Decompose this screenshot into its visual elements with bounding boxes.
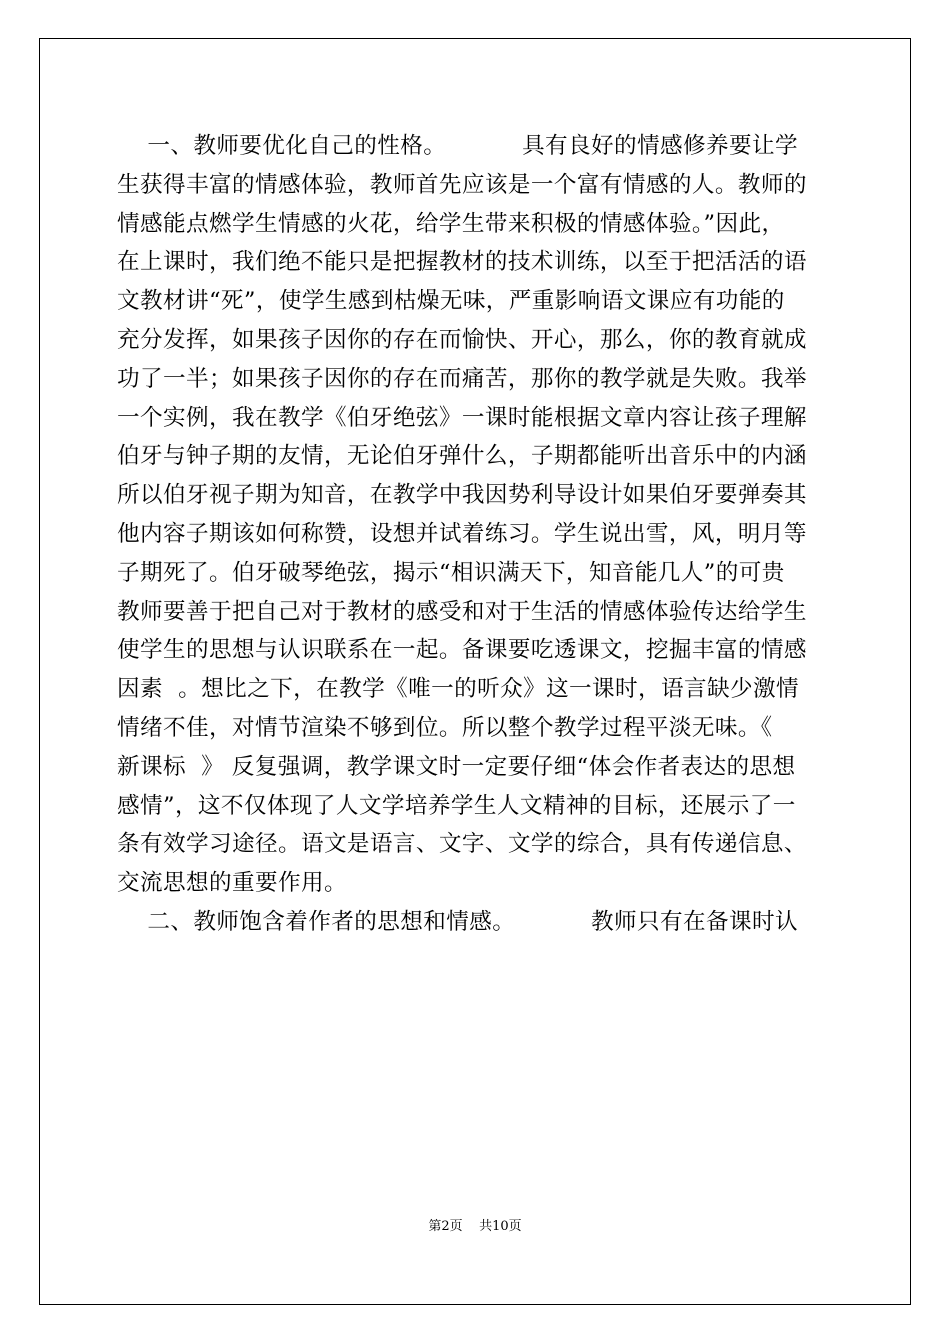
text-line: 二、教师饱含着作者的思想和情感。 教师只有在备课时认 (117, 908, 798, 935)
text-line: 情感能点燃学生情感的火花，给学生带来积极的情感体验。”因此， (117, 210, 785, 237)
text-line: 生获得丰富的情感体验，教师首先应该是一个富有情感的人。教师的 (117, 171, 807, 198)
text-line: 他内容子期该如何称赞，设想并试着练习。学生说出雪，风，明月等 (117, 520, 807, 547)
text-line: 子期死了。伯牙破琴绝弦，揭示“相识满天下，知音能几人”的可贵 (117, 559, 785, 586)
text-line: 情绪不佳，对情节渲染不够到位。所以整个教学过程平淡无味。《 (117, 714, 773, 741)
text-line: 一个实例，我在教学《伯牙绝弦》一课时能根据文章内容让孩子理解 (117, 404, 807, 431)
text-line: 伯牙与钟子期的友情，无论伯牙弹什么，子期都能听出音乐中的内涵 (117, 443, 807, 470)
document-body (117, 127, 833, 942)
text-line: 在上课时，我们绝不能只是把握教材的技术训练，以至于把活活的语 (117, 249, 807, 276)
text-line: 交流思想的重要作用。 (117, 870, 347, 897)
text-line: 功了一半；如果孩子因你的存在而痛苦，那你的教学就是失败。我举 (117, 365, 807, 392)
page-footer: 第2页 共10页 (428, 1219, 522, 1234)
text-line: 文教材讲“死”，使学生感到枯燥无味，严重影响语文课应有功能的 (117, 288, 785, 315)
text-line: 一、教师要优化自己的性格。 具有良好的情感修养要让学 (117, 133, 798, 159)
text-line: 条有效学习途径。语文是语言、文字、文学的综合，具有传递信息、 (117, 831, 807, 858)
text-line: 所以伯牙视子期为知音，在教学中我因势利导设计如果伯牙要弹奏其 (117, 482, 807, 509)
text-line: 新课标 》 反复强调，教学课文时一定要仔细“体会作者表达的思想 (117, 753, 796, 780)
text-line: 使学生的思想与认识联系在一起。备课要吃透课文，挖掘丰富的情感 (117, 637, 807, 664)
text-line: 教师要善于把自己对于教材的感受和对于生活的情感体验传达给学生 (117, 598, 807, 625)
text-line: 因素 。想比之下，在教学《唯一的听众》这一课时，语言缺少激情 (117, 676, 799, 703)
text-line: 感情”，这不仅体现了人文学培养学生人文精神的目标，还展示了一 (117, 792, 796, 819)
text-line: 充分发挥，如果孩子因你的存在而愉快、开心，那么，你的教育就成 (117, 326, 807, 353)
